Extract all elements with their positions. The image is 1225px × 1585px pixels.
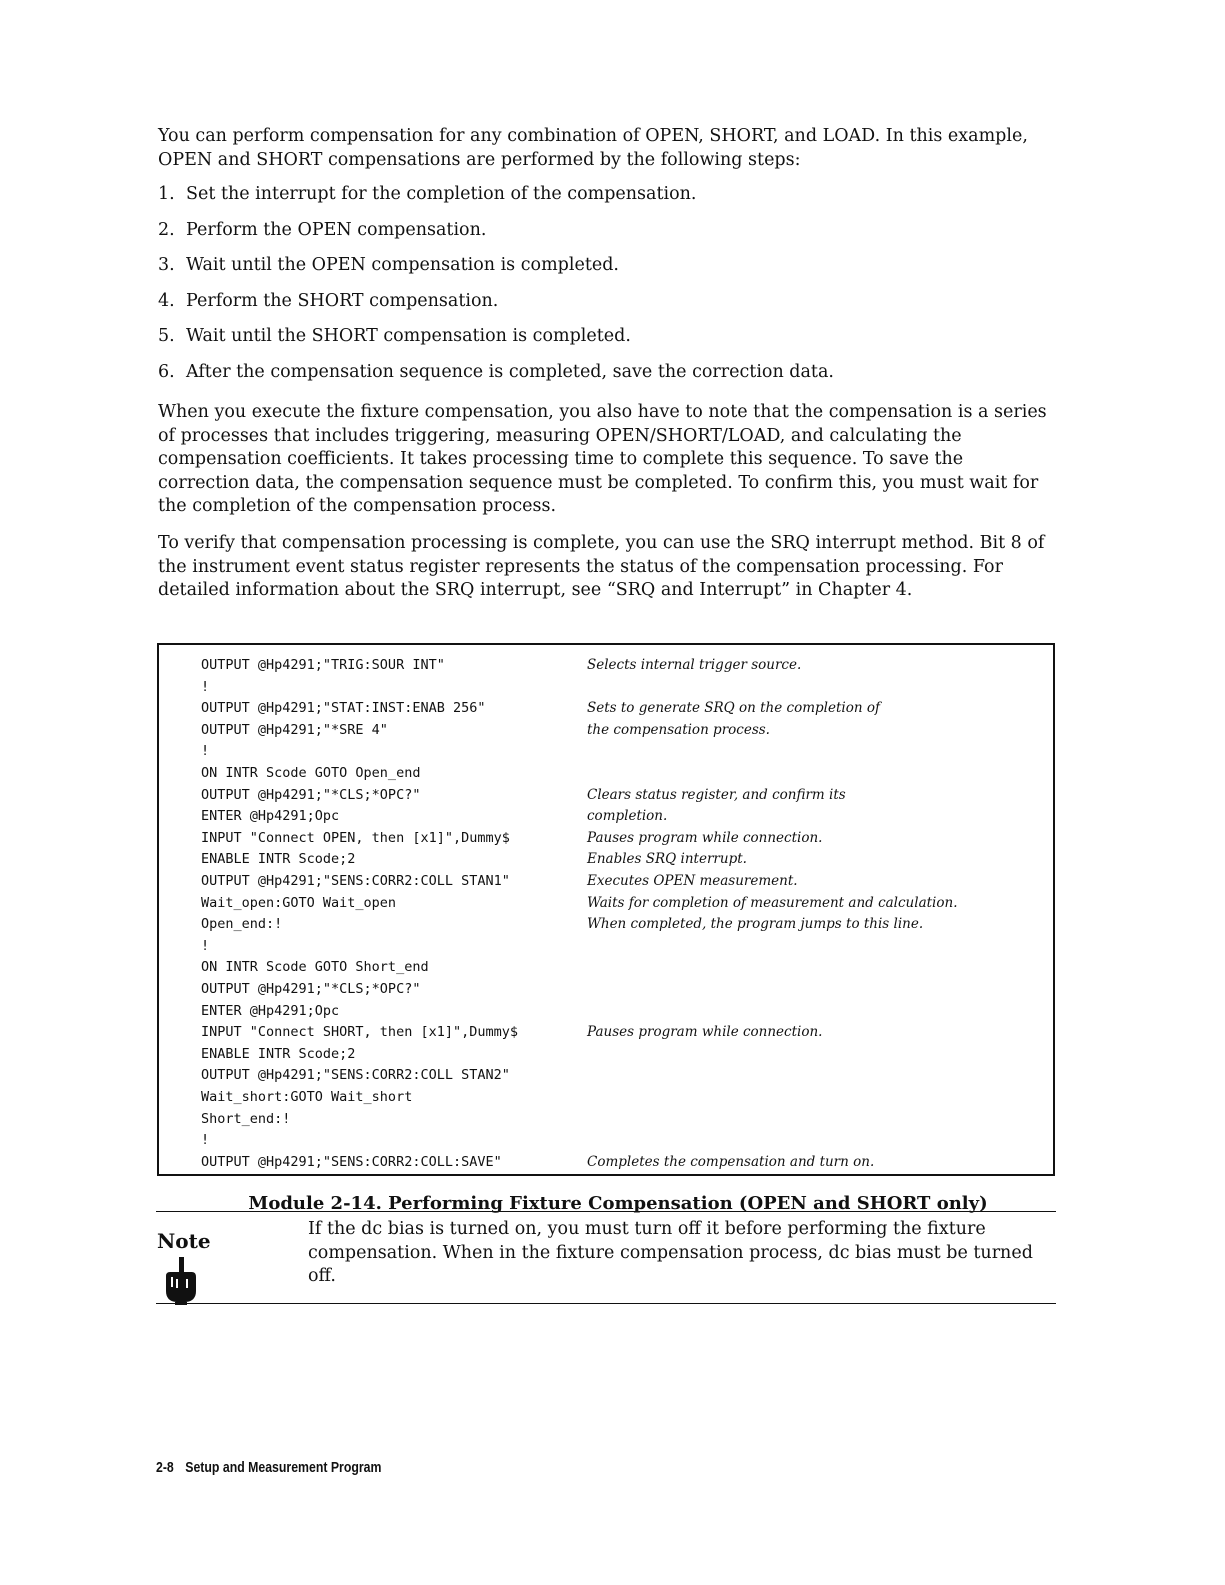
code-line: Short_end:! [201,1110,291,1127]
list-item [158,219,1058,255]
code-line: ON INTR Scode GOTO Open_end [201,765,421,781]
step-text: Set the interrupt for the completion of the compensation. [186,184,697,204]
code-line: OUTPUT @Hp4291;"TRIG:SOUR INT" [201,657,445,673]
code-line: ENTER @Hp4291;Opc [201,808,340,825]
list-item [158,183,1058,219]
section-title: Setup and Measurement Program [185,1459,382,1476]
steps-list [158,183,1058,397]
code-comment: the compensation process. [587,721,770,738]
step-text: Wait until the SHORT compensation is completed. [186,326,631,347]
step-number: 1. [158,184,175,204]
module-caption: Module 2-14. Performing Fixture Compensation (OPEN and SHORT only) [248,1193,988,1214]
step-number: 5. [158,326,175,347]
code-line: OUTPUT @Hp4291;"SENS:CORR2:COLL:SAVE" [201,1153,502,1170]
code-line: ! [201,937,210,954]
code-line: ON INTR Scode GOTO Short_end [201,959,429,976]
code-line: Wait_open:GOTO Wait_open [201,894,397,911]
code-line: OUTPUT @Hp4291;"*CLS;*OPC?" [201,786,421,803]
code-comment: Executes OPEN measurement. [587,873,798,889]
code-line: Open_end:! [201,916,283,933]
code-comment: Completes the compensation and turn on. [587,1153,875,1170]
code-comment: completion. [587,808,668,825]
note-bottom-rule [156,1303,1056,1304]
code-listing-box [157,643,1055,1176]
code-line: OUTPUT @Hp4291;"SENS:CORR2:COLL STAN2" [201,1067,510,1084]
step-text: Perform the SHORT compensation. [186,290,499,311]
list-item [158,361,1058,397]
code-line: ! [201,743,210,760]
code-line: OUTPUT @Hp4291;"STAT:INST:ENAB 256" [201,700,486,717]
list-item [158,254,1058,290]
code-line: OUTPUT @Hp4291;"*CLS;*OPC?" [201,981,421,997]
compensation-process-paragraph: When you execute the fixture compensation, you also have to note that the compensation is a series of processes that includes triggering, measuring OPEN/SHORT/LOAD, and calculating the compensation coefficients. It takes processing time to complete this sequence. To save the correction data, the compensation sequence must be completed. To confirm this, you must wait for the completion of the compensation process. [158,402,1047,516]
step-number: 6. [158,361,175,382]
code-line: INPUT "Connect OPEN, then [x1]",Dummy$ [201,829,510,846]
list-item [158,290,1058,326]
code-comment: Selects internal trigger source. [587,657,802,673]
code-comment: Enables SRQ interrupt. [587,851,747,868]
code-line: OUTPUT @Hp4291;"SENS:CORR2:COLL STAN1" [201,873,510,889]
code-line: ENABLE INTR Scode;2 [201,1045,356,1062]
code-comment: When completed, the program jumps to this line. [587,916,924,933]
srq-verify-paragraph: To verify that compensation processing is complete, you can use the SRQ interrupt method. Bit 8 of the instrument event status register represents the status of the compensation processing. For detailed information about the SRQ interrupt, see “SRQ and Interrupt” in Chapter 4. [158,533,1045,600]
code-comment: Waits for completion of measurement and calculation. [587,894,958,911]
pointing-hand-icon [162,1257,200,1305]
code-line: ENABLE INTR Scode;2 [201,851,356,868]
step-number: 4. [158,290,175,311]
code-line: INPUT "Connect SHORT, then [x1]",Dummy$ [201,1024,518,1041]
note-label: Note [157,1229,211,1253]
step-text: Wait until the OPEN compensation is completed. [186,255,619,276]
step-text: After the compensation sequence is completed, save the correction data. [186,361,834,382]
page-number: 2-8 [156,1459,174,1476]
code-comment: Clears status register, and confirm its [587,786,846,803]
code-line: ! [201,678,210,695]
note-top-rule [156,1211,1056,1212]
code-line: Wait_short:GOTO Wait_short [201,1089,413,1105]
code-comment: Pauses program while connection. [587,1024,823,1041]
step-number: 2. [158,219,175,240]
page-footer [156,1459,381,1476]
intro-paragraph: You can perform compensation for any combination of OPEN, SHORT, and LOAD. In this example, OPEN and SHORT compensations are performed by the following steps: [158,126,1028,170]
code-line: ! [201,1132,210,1149]
step-text: Perform the OPEN compensation. [186,219,487,240]
code-line: ENTER @Hp4291;Opc [201,1002,340,1019]
note-text: If the dc bias is turned on, you must turn off it before performing the fixture compensation. When in the fixture compensation process, dc bias must be turned off. [308,1219,1033,1286]
step-number: 3. [158,255,175,276]
code-comment: Sets to generate SRQ on the completion of [587,700,880,717]
list-item [158,325,1058,361]
code-comment: Pauses program while connection. [587,829,823,846]
code-line: OUTPUT @Hp4291;"*SRE 4" [201,721,388,738]
